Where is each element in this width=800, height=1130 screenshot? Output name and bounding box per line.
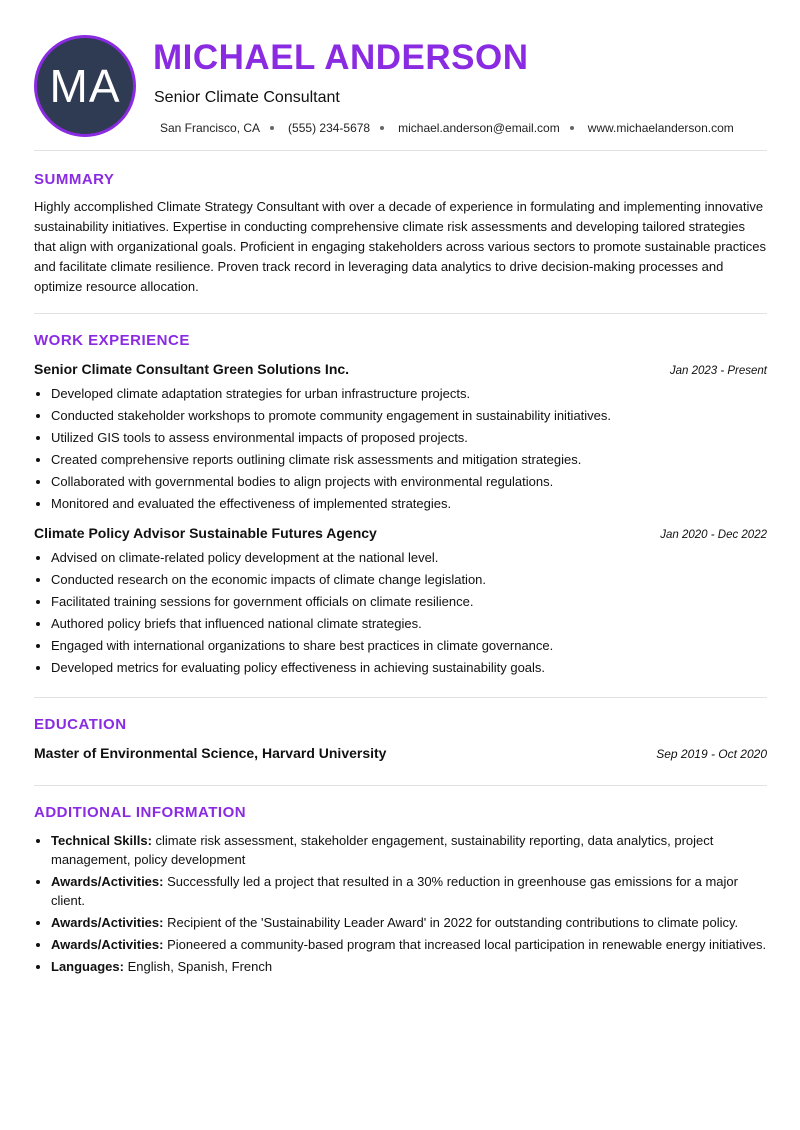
list-item bbox=[51, 831, 767, 869]
item-text: Successfully led a project that resulted in a 30% reduction in greenhouse gas emissions for a major client. bbox=[51, 874, 738, 908]
additional-heading: ADDITIONAL INFORMATION bbox=[34, 804, 247, 821]
contact-website[interactable]: www.michaelanderson.com bbox=[587, 121, 734, 135]
job-entry bbox=[34, 361, 767, 515]
candidate-name: MICHAEL ANDERSON bbox=[153, 38, 529, 77]
list-item: • Engaged with international organizations to share best practices in climate governance. bbox=[51, 635, 767, 657]
item-label: Awards/Activities: bbox=[51, 915, 164, 930]
list-item: • Advised on climate-related policy development at the national level. bbox=[51, 547, 767, 569]
education-entry bbox=[34, 745, 767, 761]
contact-phone: (555) 234-5678 bbox=[288, 121, 371, 135]
education-heading: EDUCATION bbox=[34, 716, 127, 733]
item-label: Awards/Activities: bbox=[51, 937, 164, 952]
job-title: Climate Policy Advisor Sustainable Futures Agency bbox=[34, 525, 377, 541]
list-item: • Conducted stakeholder workshops to promote community engagement in sustainability initiatives. bbox=[51, 405, 767, 427]
separator-dot bbox=[380, 126, 384, 130]
item-text: climate risk assessment, stakeholder engagement, sustainability reporting, data analytics, project management, policy development bbox=[51, 833, 714, 867]
item-label: Languages: bbox=[51, 959, 124, 974]
job-bullets bbox=[34, 547, 767, 679]
list-item: • Monitored and evaluated the effectiveness of implemented strategies. bbox=[51, 493, 767, 515]
job-dates: Jan 2023 - Present bbox=[669, 365, 767, 377]
job-header bbox=[34, 525, 767, 541]
contact-email[interactable]: michael.anderson@email.com bbox=[398, 121, 560, 135]
list-item: • Created comprehensive reports outlining climate risk assessments and mitigation strategies. bbox=[51, 449, 767, 471]
additional-list bbox=[34, 831, 767, 976]
additional-section bbox=[34, 786, 767, 976]
job-entry bbox=[34, 525, 767, 679]
experience-heading: WORK EXPERIENCE bbox=[34, 332, 190, 349]
list-item: • Developed climate adaptation strategies for urban infrastructure projects. bbox=[51, 383, 767, 405]
contact-line bbox=[160, 121, 734, 135]
education-section bbox=[34, 698, 767, 785]
separator-dot bbox=[570, 126, 574, 130]
item-label: Technical Skills: bbox=[51, 833, 152, 848]
education-dates: Sep 2019 - Oct 2020 bbox=[656, 747, 767, 761]
list-item bbox=[51, 935, 767, 954]
item-text: English, Spanish, French bbox=[123, 959, 273, 974]
resume-page bbox=[34, 0, 767, 979]
list-item: • Utilized GIS tools to assess environmental impacts of proposed projects. bbox=[51, 427, 767, 449]
list-item: • Authored policy briefs that influenced national climate strategies. bbox=[51, 613, 767, 635]
list-item: • Conducted research on the economic impacts of climate change legislation. bbox=[51, 569, 767, 591]
job-header bbox=[34, 361, 767, 377]
list-item bbox=[51, 913, 767, 932]
job-dates: Jan 2020 - Dec 2022 bbox=[660, 529, 767, 541]
candidate-title: Senior Climate Consultant bbox=[154, 89, 340, 106]
summary-section bbox=[34, 151, 767, 313]
contact-location: San Francisco, CA bbox=[160, 121, 261, 135]
summary-heading: SUMMARY bbox=[34, 171, 115, 188]
resume-header bbox=[34, 0, 767, 150]
list-item: • Facilitated training sessions for government officials on climate resilience. bbox=[51, 591, 767, 613]
summary-text: Highly accomplished Climate Strategy Consultant with over a decade of experience in formulating and implementing innovative sustainability initiatives. Expertise in conducting comprehensive climate risk assessments and developing tailored strategies that align with organizational goals. Proficient in engaging stakeholders across various sectors to promote sustainable practices and facilitate climate resilience. Proven track record in leveraging data analytics to drive decision-making processes and optimize resource allocation. bbox=[34, 199, 767, 294]
list-item: • Collaborated with governmental bodies to align projects with environmental regulations. bbox=[51, 471, 767, 493]
item-label: Awards/Activities: bbox=[51, 874, 164, 889]
education-degree: Master of Environmental Science, Harvard University bbox=[34, 745, 387, 761]
list-item bbox=[51, 872, 767, 910]
item-text: Recipient of the 'Sustainability Leader Award' in 2022 for outstanding contributions to climate policy. bbox=[163, 915, 739, 930]
avatar bbox=[34, 35, 136, 137]
list-item: • Developed metrics for evaluating policy effectiveness in achieving sustainability goals. bbox=[51, 657, 767, 679]
job-bullets bbox=[34, 383, 767, 515]
list-item bbox=[51, 957, 767, 976]
job-title: Senior Climate Consultant Green Solutions Inc. bbox=[34, 361, 350, 377]
item-text: Pioneered a community-based program that increased local participation in renewable energy initiatives. bbox=[163, 937, 767, 952]
experience-section bbox=[34, 314, 767, 697]
avatar-initials: MA bbox=[49, 60, 121, 112]
separator-dot bbox=[270, 126, 274, 130]
